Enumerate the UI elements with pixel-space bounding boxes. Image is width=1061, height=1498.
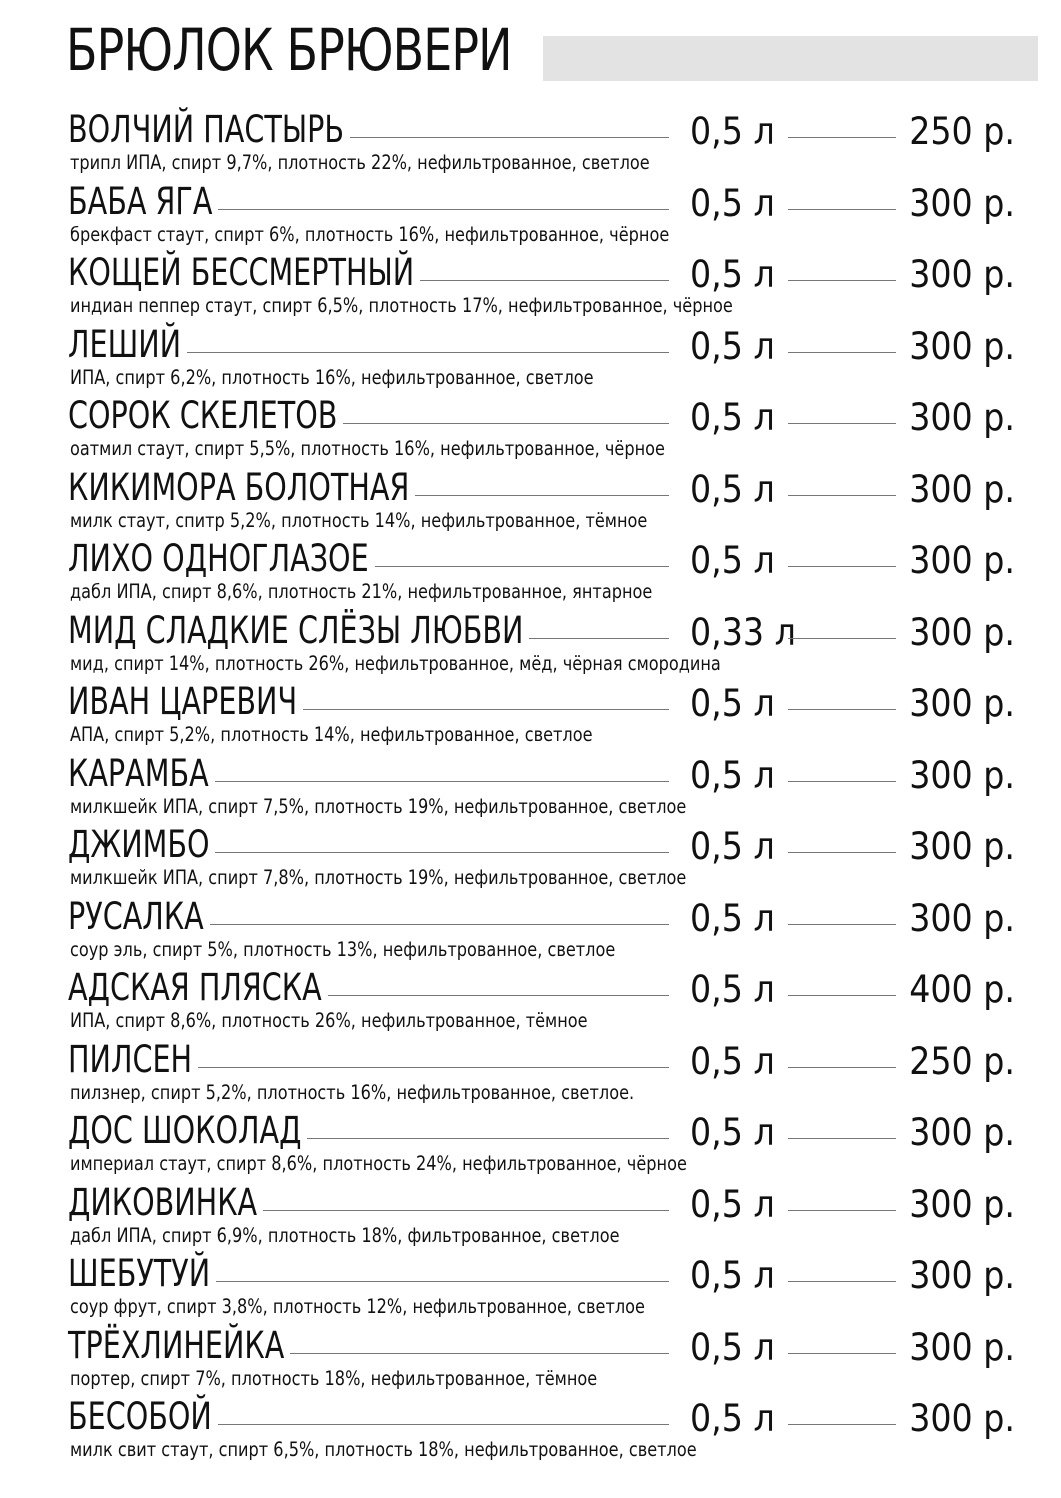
beer-description: империал стаут, спирт 8,6%, плотность 24%, нефильтрованное, чёрное: [70, 1152, 687, 1175]
leader-line: [788, 1353, 896, 1354]
leader-line: [788, 495, 896, 496]
beer-name: ДЖИМБО: [68, 823, 210, 866]
beer-price: 300 р.: [909, 682, 1015, 725]
leader-line: [788, 137, 896, 138]
menu-item: [0, 891, 1061, 963]
beer-name: БЕСОБОЙ: [68, 1395, 212, 1438]
beer-description: милк свит стаут, спирт 6,5%, плотность 18%, нефильтрованное, светлое: [70, 1438, 697, 1461]
menu-item: [0, 819, 1061, 891]
beer-volume: 0,5 л: [690, 110, 775, 153]
leader-line: [328, 995, 669, 996]
beer-description: ИПА, спирт 8,6%, плотность 26%, нефильтрованное, тёмное: [70, 1009, 588, 1032]
beer-name: КИКИМОРА БОЛОТНАЯ: [68, 465, 410, 509]
beer-name: КАРАМБА: [68, 751, 209, 795]
menu-item: [0, 1320, 1061, 1392]
beer-name: ДИКОВИНКА: [68, 1180, 258, 1224]
beer-description: индиан пеппер стаут, спирт 6,5%, плотность 17%, нефильтрованное, чёрное: [70, 294, 733, 317]
beer-price: 300 р.: [909, 825, 1015, 868]
leader-line: [375, 566, 669, 567]
menu-item: [0, 605, 1061, 677]
beer-volume: 0,5 л: [690, 1182, 775, 1226]
beer-volume: 0,5 л: [690, 467, 775, 511]
page-title: БРЮЛОК БРЮВЕРИ: [66, 16, 512, 84]
beer-description: брекфаст стаут, спирт 6%, плотность 16%, нефильтрованное, чёрное: [70, 222, 670, 246]
menu-item: [0, 1391, 1061, 1463]
beer-volume: 0,5 л: [690, 181, 775, 225]
beer-description: дабл ИПА, спирт 8,6%, плотность 21%, нефильтрованное, янтарное: [70, 580, 653, 603]
leader-line: [788, 1067, 896, 1068]
leader-line: [788, 995, 896, 996]
beer-description: соур фрут, спирт 3,8%, плотность 12%, нефильтрованное, светлое: [70, 1295, 645, 1318]
beer-name: ШЕБУТУЙ: [68, 1252, 211, 1295]
beer-name: ЛЕШИЙ: [68, 322, 182, 366]
leader-line: [198, 1067, 669, 1068]
leader-line: [290, 1353, 669, 1354]
menu-item: [0, 390, 1061, 462]
menu-item: [0, 247, 1061, 319]
leader-line: [788, 781, 896, 782]
leader-line: [307, 1138, 669, 1139]
beer-name: ВОЛЧИЙ ПАСТЫРЬ: [68, 108, 344, 151]
leader-line: [788, 1281, 896, 1282]
leader-line: [788, 1210, 896, 1211]
leader-line: [218, 1424, 669, 1425]
beer-name: КОЩЕЙ БЕССМЕРТНЫЙ: [68, 251, 415, 294]
beer-price: 300 р.: [909, 1325, 1015, 1369]
leader-line: [216, 1281, 669, 1282]
beer-volume: 0,33 л: [690, 610, 796, 654]
beer-description: трипл ИПА, спирт 9,7%, плотность 22%, нефильтрованное, светлое: [70, 151, 650, 174]
beer-volume: 0,5 л: [690, 1397, 775, 1440]
leader-line: [263, 1210, 669, 1211]
beer-description: милк стаут, спитр 5,2%, плотность 14%, нефильтрованное, тёмное: [70, 508, 648, 532]
leader-line: [788, 709, 896, 710]
leader-line: [788, 852, 896, 853]
beer-description: портер, спирт 7%, плотность 18%, нефильтрованное, тёмное: [70, 1366, 598, 1390]
leader-line: [788, 566, 896, 567]
leader-line: [210, 924, 669, 925]
leader-line: [350, 137, 669, 138]
beer-price: 300 р.: [909, 896, 1015, 940]
beer-volume: 0,5 л: [690, 1325, 775, 1369]
beer-price: 400 р.: [909, 968, 1015, 1011]
beer-volume: 0,5 л: [690, 1254, 775, 1297]
beer-price: 300 р.: [909, 253, 1015, 296]
beer-volume: 0,5 л: [690, 968, 775, 1011]
leader-line: [788, 638, 896, 639]
leader-line: [420, 280, 669, 281]
beer-name: ПИЛСЕН: [68, 1037, 193, 1081]
beer-list: [0, 104, 1061, 1463]
leader-line: [788, 1138, 896, 1139]
leader-line: [303, 709, 669, 710]
beer-price: 300 р.: [909, 467, 1015, 511]
beer-price: 300 р.: [909, 181, 1015, 225]
beer-volume: 0,5 л: [690, 396, 775, 439]
menu-item: [0, 748, 1061, 820]
beer-description: ИПА, спирт 6,2%, плотность 16%, нефильтрованное, светлое: [70, 365, 594, 389]
menu-item: [0, 1177, 1061, 1249]
leader-line: [529, 638, 669, 639]
beer-name: РУСАЛКА: [68, 894, 204, 938]
beer-volume: 0,5 л: [690, 539, 775, 582]
menu-item: [0, 676, 1061, 748]
beer-price: 300 р.: [909, 1254, 1015, 1297]
beer-description: оатмил стаут, спирт 5,5%, плотность 16%, нефильтрованное, чёрное: [70, 437, 665, 460]
beer-description: милкшейк ИПА, спирт 7,8%, плотность 19%, нефильтрованное, светлое: [70, 866, 687, 889]
leader-line: [218, 209, 669, 210]
beer-volume: 0,5 л: [690, 1039, 775, 1083]
beer-description: мид, спирт 14%, плотность 26%, нефильтрованное, мёд, чёрная смородина: [70, 651, 721, 675]
beer-name: ТРЁХЛИНЕЙКА: [68, 1323, 285, 1367]
beer-description: дабл ИПА, спирт 6,9%, плотность 18%, фильтрованное, светлое: [70, 1223, 620, 1247]
leader-line: [215, 781, 669, 782]
leader-line: [415, 495, 669, 496]
beer-name: МИД СЛАДКИЕ СЛЁЗЫ ЛЮБВИ: [68, 608, 524, 652]
beer-volume: 0,5 л: [690, 1111, 775, 1154]
menu-item: [0, 319, 1061, 391]
menu-item: [0, 462, 1061, 534]
leader-line: [187, 352, 669, 353]
beer-price: 300 р.: [909, 539, 1015, 582]
beer-price: 250 р.: [909, 1039, 1015, 1083]
menu-item: [0, 533, 1061, 605]
beer-volume: 0,5 л: [690, 896, 775, 940]
leader-line: [788, 924, 896, 925]
beer-name: ДОС ШОКОЛАД: [68, 1109, 302, 1152]
beer-description: соур эль, спирт 5%, плотность 13%, нефильтрованное, светлое: [70, 937, 616, 961]
leader-line: [343, 423, 669, 424]
menu-item: [0, 1034, 1061, 1106]
beer-volume: 0,5 л: [690, 324, 775, 368]
menu-item: [0, 1248, 1061, 1320]
menu-item: [0, 1105, 1061, 1177]
beer-volume: 0,5 л: [690, 753, 775, 797]
beer-name: БАБА ЯГА: [68, 179, 213, 223]
beer-price: 300 р.: [909, 1111, 1015, 1154]
beer-name: АДСКАЯ ПЛЯСКА: [68, 966, 322, 1009]
beer-price: 300 р.: [909, 753, 1015, 797]
beer-volume: 0,5 л: [690, 825, 775, 868]
leader-line: [788, 280, 896, 281]
leader-line: [788, 352, 896, 353]
leader-line: [788, 209, 896, 210]
beer-price: 300 р.: [909, 1182, 1015, 1226]
beer-price: 300 р.: [909, 396, 1015, 439]
beer-name: ЛИХО ОДНОГЛАЗОЕ: [68, 537, 369, 580]
menu-item: [0, 176, 1061, 248]
beer-description: пилзнер, спирт 5,2%, плотность 16%, нефильтрованное, светлое.: [70, 1080, 635, 1104]
leader-line: [788, 1424, 896, 1425]
menu-item: [0, 104, 1061, 176]
beer-name: СОРОК СКЕЛЕТОВ: [68, 394, 338, 437]
beer-name: ИВАН ЦАРЕВИЧ: [68, 680, 298, 723]
beer-price: 300 р.: [909, 610, 1015, 654]
beer-price: 300 р.: [909, 324, 1015, 368]
beer-volume: 0,5 л: [690, 253, 775, 296]
beer-description: милкшейк ИПА, спирт 7,5%, плотность 19%, нефильтрованное, светлое: [70, 794, 687, 818]
leader-line: [215, 852, 669, 853]
beer-price: 300 р.: [909, 1397, 1015, 1440]
beer-description: АПА, спирт 5,2%, плотность 14%, нефильтрованное, светлое: [70, 723, 593, 746]
leader-line: [788, 423, 896, 424]
menu-item: [0, 962, 1061, 1034]
beer-volume: 0,5 л: [690, 682, 775, 725]
beer-price: 250 р.: [909, 110, 1015, 153]
